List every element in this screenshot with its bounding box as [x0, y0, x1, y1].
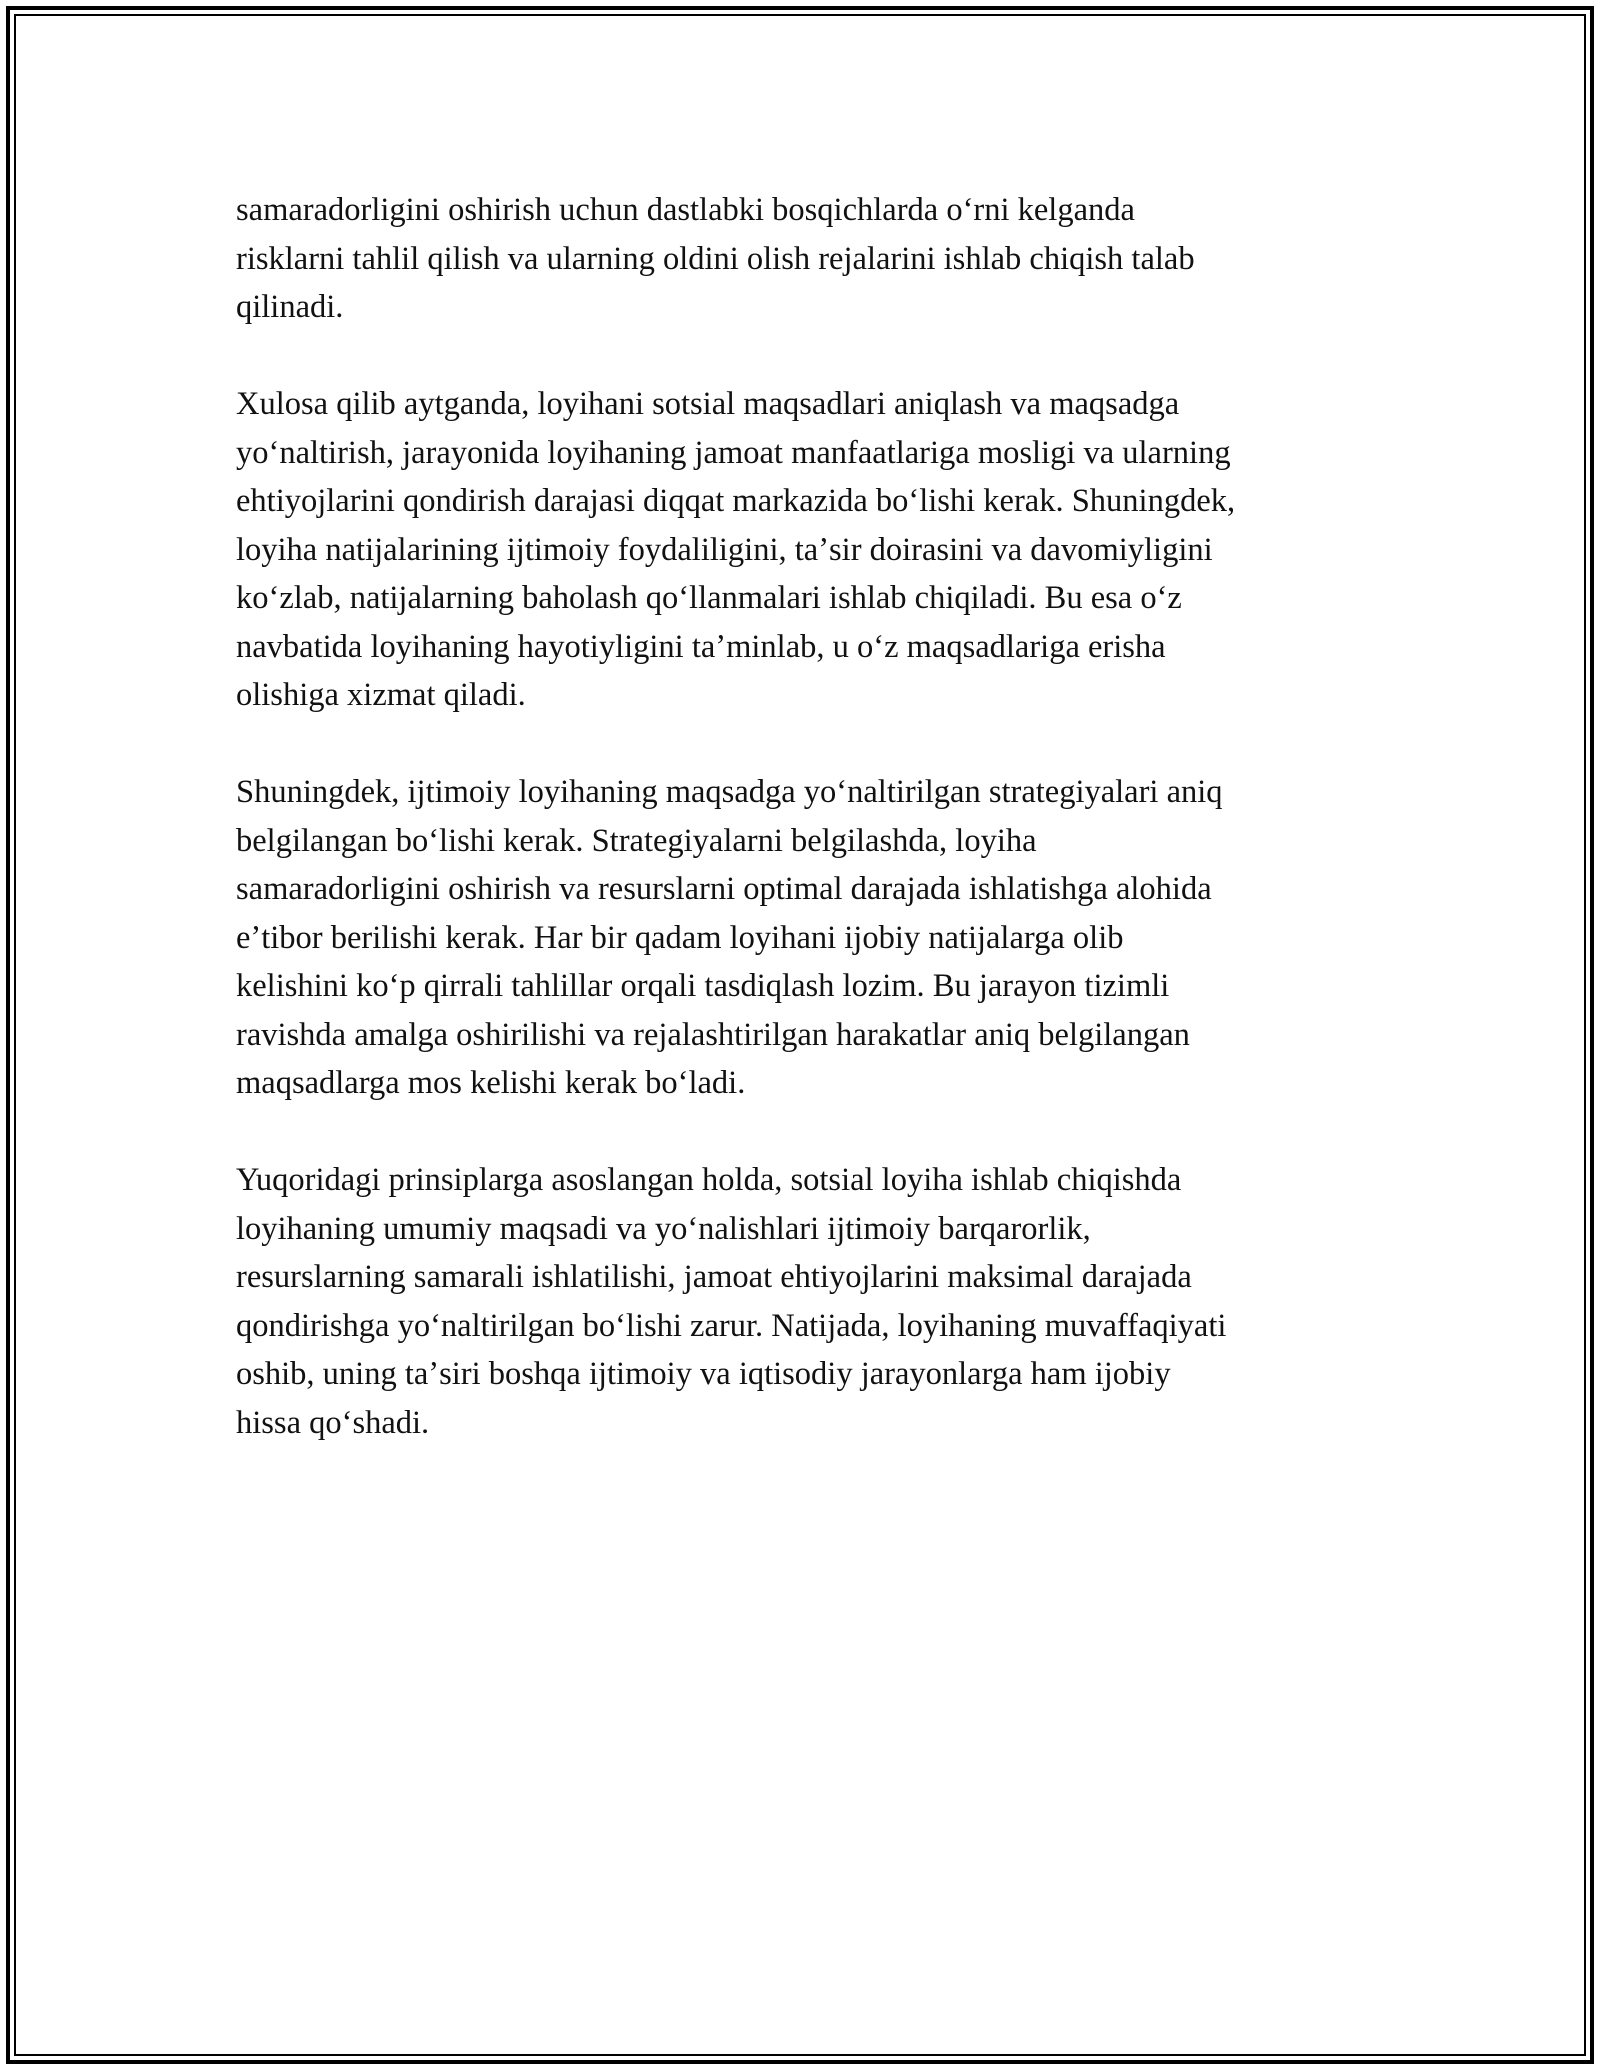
text-line: navbatida loyihaning hayotiyligini taʼminlab, u oʻz maqsadlariga erisha — [236, 628, 1166, 665]
text-line: samaradorligini oshirish va resurslarni optimal darajada ishlatishga alohida — [236, 871, 1212, 907]
text-line: maqsadlarga mos kelishi kerak boʻladi. — [236, 1065, 746, 1101]
paragraph-4 — [236, 1156, 1366, 1447]
text-line: resurslarning samarali ishlatilishi, jamoat ehtiyojlarini maksimal darajada — [236, 1259, 1192, 1295]
text-line: eʼtibor berilishi kerak. Har bir qadam loyihani ijobiy natijalarga olib — [236, 919, 1124, 956]
text-line: risklarni tahlil qilish va ularning oldini olish rejalarini ishlab chiqish talab — [236, 240, 1195, 277]
text-line: hissa qoʻshadi. — [236, 1404, 430, 1441]
text-line: loyiha natijalarining ijtimoiy foydaliligini, taʼsir doirasini va davomiyligini — [236, 531, 1213, 568]
text-line: ehtiyojlarini qondirish darajasi diqqat markazida boʻlishi kerak. Shuningdek, — [236, 483, 1236, 519]
text-line: samaradorligini oshirish uchun dastlabki bosqichlarda oʻrni kelganda — [236, 192, 1135, 228]
text-line: oshib, uning taʼsiri boshqa ijtimoiy va iqtisodiy jarayonlarga ham ijobiy — [236, 1356, 1171, 1392]
paragraph-1 — [236, 186, 1366, 332]
text-line: belgilangan boʻlishi kerak. Strategiyalarni belgilashda, loyiha — [236, 822, 1037, 859]
paragraph-2 — [236, 380, 1366, 720]
text-line: Shuningdek, ijtimoiy loyihaning maqsadga yoʻnaltirilgan strategiyalari aniq — [236, 774, 1223, 810]
text-line: Yuqoridagi prinsiplarga asoslangan holda, sotsial loyiha ishlab chiqishda — [236, 1162, 1182, 1198]
text-line: loyihaning umumiy maqsadi va yoʻnalishlari ijtimoiy barqarorlik, — [236, 1210, 1091, 1247]
document-body — [236, 186, 1366, 1496]
text-line: Xulosa qilib aytganda, loyihani sotsial maqsadlari aniqlash va maqsadga — [236, 386, 1180, 422]
text-line: qondirishga yoʻnaltirilgan boʻlishi zarur. Natijada, loyihaning muvaffaqiyati — [236, 1307, 1227, 1344]
text-line: koʻzlab, natijalarning baholash qoʻllanmalari ishlab chiqiladi. Bu esa oʻz — [236, 580, 1182, 616]
text-line: olishiga xizmat qiladi. — [236, 677, 526, 713]
text-line: yoʻnaltirish, jarayonida loyihaning jamoat manfaatlariga mosligi va ularning — [236, 434, 1231, 471]
text-line: qilinadi. — [236, 289, 344, 325]
paragraph-3 — [236, 768, 1366, 1108]
text-line: ravishda amalga oshirilishi va rejalashtirilgan harakatlar aniq belgilangan — [236, 1016, 1190, 1053]
text-line: kelishini koʻp qirrali tahlillar orqali tasdiqlash lozim. Bu jarayon tizimli — [236, 968, 1170, 1004]
